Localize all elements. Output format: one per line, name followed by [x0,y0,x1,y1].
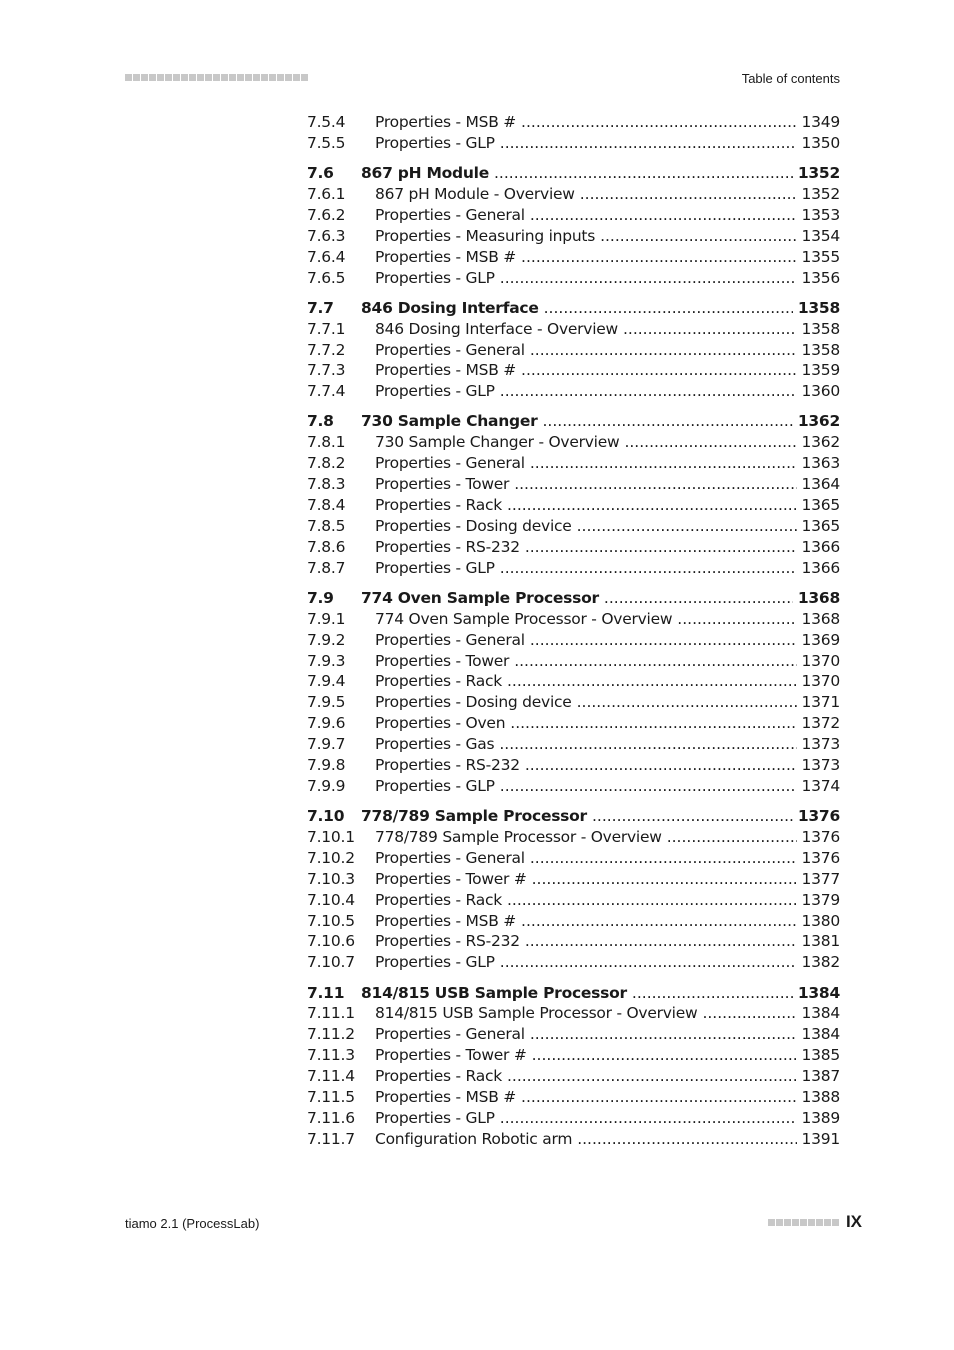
toc-dot-leader [507,890,797,911]
toc-entry[interactable] [307,495,840,516]
toc-chapter-entry[interactable] [307,411,840,432]
toc-entry[interactable] [307,911,840,932]
toc-dot-leader [521,1087,797,1108]
toc-entry[interactable] [307,755,840,776]
toc-entry-number: 7.8.3 [307,475,346,494]
toc-dot-leader [499,734,796,755]
toc-entry-title: Properties - General [375,848,525,867]
toc-entry-number: 7.6.3 [307,226,346,245]
toc-entry-number: 7.9.3 [307,651,346,670]
decor-square [229,74,236,81]
toc-entry-number: 7.7 [307,298,334,317]
toc-entry-title: Properties - RS-232 [375,537,520,556]
toc-dot-leader [500,133,797,154]
footer-page-marker [768,1212,862,1232]
toc-entry[interactable] [307,268,840,289]
toc-entry-title: 774 Oven Sample Processor [361,588,599,607]
toc-dot-leader [521,911,797,932]
toc-dot-leader [500,952,797,973]
toc-entry-title: Properties - MSB # [375,361,517,380]
toc-dot-leader [623,319,797,340]
decor-square [776,1219,783,1226]
toc-dot-leader [500,776,797,797]
toc-entry-page: 1370 [801,672,840,691]
toc-entry[interactable] [307,247,840,268]
toc-dot-leader [592,806,793,827]
toc-entry-page: 1374 [801,776,840,795]
decor-square [269,74,276,81]
decor-square [213,74,220,81]
toc-entry-number: 7.5.4 [307,113,346,131]
toc-entry-number: 7.9.8 [307,756,346,775]
toc-entry-title: 846 Dosing Interface [361,298,539,317]
toc-entry-page: 1356 [801,268,840,287]
toc-dot-leader [521,247,797,268]
toc-entry-title: 778/789 Sample Processor - Overview [375,827,662,846]
toc-dot-leader [632,983,793,1004]
decor-square [301,74,308,81]
decor-square [157,74,164,81]
toc-entry-number: 7.7.3 [307,361,346,380]
toc-entry-title: Properties - RS-232 [375,756,520,775]
toc-entry-number: 7.8.5 [307,516,346,535]
toc-entry-title: Properties - Dosing device [375,693,572,712]
toc-entry-title: Properties - Tower # [375,869,527,888]
toc-entry-number: 7.10 [307,807,345,826]
toc-entry-title: Properties - GLP [375,776,495,795]
toc-entry[interactable] [307,869,840,890]
toc-entry-page: 1372 [801,714,840,733]
toc-entry-page: 1391 [801,1129,840,1148]
toc-entry[interactable] [307,630,840,651]
toc-entry-page: 1360 [801,382,840,401]
toc-dot-leader [604,588,793,609]
toc-entry-number: 7.10.2 [307,848,355,867]
toc-entry-page: 1365 [801,496,840,515]
toc-entry[interactable] [307,609,840,630]
toc-entry-number: 7.5.5 [307,133,346,152]
toc-dot-leader [530,848,797,869]
toc-entry-page: 1362 [797,412,840,431]
toc-entry[interactable] [307,112,840,133]
decor-square [197,74,204,81]
toc-entry-title: Properties - General [375,340,525,359]
toc-entry-title: Configuration Robotic arm [375,1129,573,1148]
toc-entry-page: 1373 [801,756,840,775]
toc-entry-number: 7.8.2 [307,454,346,473]
toc-dot-leader [500,381,797,402]
decor-square [784,1219,791,1226]
toc-dot-leader [530,340,797,361]
toc-dot-leader [543,411,793,432]
toc-entry[interactable] [307,776,840,797]
toc-entry-page: 1388 [801,1087,840,1106]
table-of-contents [307,112,840,1150]
toc-entry[interactable] [307,848,840,869]
toc-entry-page: 1387 [801,1067,840,1086]
toc-entry[interactable] [307,205,840,226]
toc-entry-page: 1368 [801,609,840,628]
toc-dot-leader [530,453,797,474]
toc-entry-number: 7.11.1 [307,1004,355,1023]
toc-entry-number: 7.8 [307,412,334,431]
toc-entry-title: 778/789 Sample Processor [361,807,587,826]
toc-entry-title: Properties - Rack [375,890,502,909]
toc-entry-number: 7.8.1 [307,433,346,452]
toc-dot-leader [530,630,797,651]
running-header-title: Table of contents [741,71,840,86]
toc-entry-number: 7.10.6 [307,932,355,951]
toc-entry[interactable] [307,692,840,713]
decor-square [261,74,268,81]
toc-entry[interactable] [307,827,840,848]
toc-entry-title: Properties - GLP [375,382,495,401]
toc-entry-page: 1389 [801,1108,840,1127]
toc-dot-leader [510,713,796,734]
toc-entry-page: 1380 [801,911,840,930]
decor-square [165,74,172,81]
toc-dot-leader [500,1108,797,1129]
toc-entry-number: 7.11.4 [307,1067,355,1086]
toc-entry-title: Properties - GLP [375,268,495,287]
toc-dot-leader [525,931,797,952]
toc-entry-title: Properties - Tower # [375,1046,527,1065]
decor-square [808,1219,815,1226]
toc-entry-number: 7.9.2 [307,630,346,649]
decor-square [221,74,228,81]
toc-entry-page: 1368 [797,588,840,607]
toc-entry-page: 1370 [801,651,840,670]
toc-entry-page: 1382 [801,953,840,972]
decor-square [768,1219,775,1226]
toc-entry-title: Properties - Gas [375,735,495,754]
toc-entry-title: 774 Oven Sample Processor - Overview [375,609,673,628]
decor-square [800,1219,807,1226]
toc-entry-number: 7.9.7 [307,735,346,754]
decor-square [141,74,148,81]
toc-entry[interactable] [307,952,840,973]
footer-decoration [768,1219,839,1226]
toc-entry-page: 1358 [797,298,840,317]
toc-entry-page: 1379 [801,890,840,909]
decor-square [293,74,300,81]
toc-entry-title: Properties - GLP [375,133,495,152]
toc-entry-page: 1355 [801,247,840,266]
toc-entry-number: 7.9.1 [307,609,346,628]
toc-dot-leader [702,1003,796,1024]
toc-entry[interactable] [307,1108,840,1129]
toc-entry-page: 1365 [801,516,840,535]
decor-square [133,74,140,81]
toc-entry[interactable] [307,319,840,340]
toc-entry-number: 7.8.6 [307,537,346,556]
decor-square [205,74,212,81]
decor-square [149,74,156,81]
toc-entry-number: 7.11 [307,983,345,1002]
decor-square [792,1219,799,1226]
decor-square [816,1219,823,1226]
toc-entry-page: 1369 [801,630,840,649]
toc-entry-page: 1373 [801,735,840,754]
toc-entry-title: Properties - GLP [375,953,495,972]
decor-square [181,74,188,81]
toc-dot-leader [677,609,796,630]
toc-dot-leader [577,516,797,537]
toc-entry-number: 7.8.7 [307,558,346,577]
toc-dot-leader [507,495,797,516]
toc-entry[interactable] [307,734,840,755]
toc-entry[interactable] [307,381,840,402]
header-decoration [125,74,308,81]
toc-entry[interactable] [307,453,840,474]
toc-entry-number: 7.7.4 [307,382,346,401]
decor-square [189,74,196,81]
toc-entry[interactable] [307,1003,840,1024]
toc-dot-leader [494,163,793,184]
toc-entry-number: 7.9 [307,588,334,607]
toc-entry-page: 1371 [801,693,840,712]
decor-square [832,1219,839,1226]
toc-entry[interactable] [307,226,840,247]
toc-entry-number: 7.11.7 [307,1129,355,1148]
toc-entry-page: 1350 [801,133,840,152]
toc-entry[interactable] [307,1066,840,1087]
toc-entry-number: 7.7.1 [307,319,346,338]
toc-entry-number: 7.9.5 [307,693,346,712]
toc-entry-number: 7.9.6 [307,714,346,733]
toc-entry-title: 730 Sample Changer - Overview [375,433,620,452]
toc-dot-leader [514,474,796,495]
toc-entry-page: 1353 [801,205,840,224]
toc-dot-leader [624,432,796,453]
toc-dot-leader [521,360,797,381]
toc-dot-leader [521,112,797,133]
toc-entry-title: Properties - Measuring inputs [375,226,596,245]
toc-dot-leader [544,298,793,319]
toc-entry-title: Properties - Rack [375,1067,502,1086]
toc-entry-page: 1354 [801,226,840,245]
decor-square [253,74,260,81]
toc-entry-page: 1384 [801,1004,840,1023]
toc-entry[interactable] [307,516,840,537]
toc-entry-page: 1377 [801,869,840,888]
toc-entry-page: 1385 [801,1046,840,1065]
toc-entry[interactable] [307,340,840,361]
toc-entry-number: 7.7.2 [307,340,346,359]
toc-entry[interactable] [307,558,840,579]
toc-dot-leader [507,671,797,692]
toc-entry-number: 7.10.5 [307,911,355,930]
toc-entry-number: 7.6 [307,164,334,183]
toc-entry-page: 1359 [801,361,840,380]
toc-dot-leader [530,1024,797,1045]
toc-entry[interactable] [307,651,840,672]
decor-square [824,1219,831,1226]
toc-dot-leader [514,651,796,672]
toc-entry-title: Properties - MSB # [375,247,517,266]
decor-square [237,74,244,81]
toc-dot-leader [577,1129,796,1150]
toc-entry[interactable] [307,537,840,558]
toc-dot-leader [525,537,797,558]
toc-entry[interactable] [307,931,840,952]
toc-entry-page: 1362 [801,433,840,452]
toc-entry-page: 1363 [801,454,840,473]
toc-entry-number: 7.10.1 [307,827,355,846]
toc-entry[interactable] [307,474,840,495]
toc-entry-number: 7.10.4 [307,890,355,909]
toc-chapter-entry[interactable] [307,588,840,609]
toc-entry-title: 814/815 USB Sample Processor [361,983,627,1002]
toc-entry-title: Properties - MSB # [375,911,517,930]
toc-entry-number: 7.11.2 [307,1025,355,1044]
decor-square [285,74,292,81]
toc-entry-title: 846 Dosing Interface - Overview [375,319,618,338]
toc-dot-leader [500,268,797,289]
decor-square [245,74,252,81]
toc-entry[interactable] [307,184,840,205]
toc-entry[interactable] [307,1045,840,1066]
toc-entry-page: 1381 [801,932,840,951]
toc-entry-title: Properties - Rack [375,496,502,515]
toc-entry-number: 7.8.4 [307,496,346,515]
toc-entry-page: 1376 [797,807,840,826]
toc-dot-leader [667,827,797,848]
toc-entry-page: 1352 [801,184,840,203]
toc-entry[interactable] [307,432,840,453]
toc-entry[interactable] [307,671,840,692]
toc-entry-page: 1376 [801,827,840,846]
toc-entry-title: 730 Sample Changer [361,412,538,431]
decor-square [277,74,284,81]
toc-entry-page: 1376 [801,848,840,867]
toc-entry[interactable] [307,360,840,381]
toc-entry-title: Properties - Tower [375,475,510,494]
toc-entry-title: 867 pH Module - Overview [375,184,575,203]
toc-entry-number: 7.6.5 [307,268,346,287]
toc-chapter-entry[interactable] [307,983,840,1004]
toc-entry-title: Properties - General [375,630,525,649]
toc-entry-number: 7.10.7 [307,953,355,972]
toc-entry-title: Properties - GLP [375,558,495,577]
toc-entry-page: 1358 [801,319,840,338]
toc-entry-number: 7.6.2 [307,205,346,224]
toc-chapter-entry[interactable] [307,163,840,184]
toc-entry-number: 7.11.6 [307,1108,355,1127]
toc-entry-number: 7.6.4 [307,247,346,266]
toc-entry-title: Properties - RS-232 [375,932,520,951]
toc-entry-title: Properties - MSB # [375,1087,517,1106]
toc-entry-number: 7.11.5 [307,1087,355,1106]
toc-entry[interactable] [307,133,840,154]
toc-entry-page: 1384 [797,983,840,1002]
toc-entry-title: Properties - MSB # [375,113,517,131]
toc-entry-title: Properties - Oven [375,714,506,733]
toc-entry-page: 1352 [797,164,840,183]
toc-dot-leader [532,869,797,890]
page-number: IX [845,1212,862,1231]
toc-entry-page: 1358 [801,340,840,359]
toc-entry[interactable] [307,713,840,734]
toc-entry-title: Properties - GLP [375,1108,495,1127]
toc-entry-title: Properties - Dosing device [375,516,572,535]
toc-entry-title: Properties - Tower [375,651,510,670]
toc-entry-title: Properties - Rack [375,672,502,691]
toc-dot-leader [530,205,797,226]
toc-entry-page: 1349 [801,113,840,131]
toc-dot-leader [580,184,797,205]
toc-dot-leader [525,755,797,776]
toc-entry-number: 7.10.3 [307,869,355,888]
toc-entry-title: 867 pH Module [361,164,489,183]
toc-chapter-entry[interactable] [307,806,840,827]
toc-entry-page: 1366 [801,558,840,577]
toc-entry-page: 1384 [801,1025,840,1044]
decor-square [173,74,180,81]
toc-entry-title: Properties - General [375,205,525,224]
toc-entry-number: 7.6.1 [307,184,346,203]
toc-entry-title: 814/815 USB Sample Processor - Overview [375,1004,698,1023]
toc-entry-page: 1364 [801,475,840,494]
decor-square [125,74,132,81]
toc-entry-page: 1366 [801,537,840,556]
toc-dot-leader [532,1045,797,1066]
toc-entry-title: Properties - General [375,454,525,473]
toc-dot-leader [600,226,796,247]
toc-entry[interactable] [307,1087,840,1108]
toc-chapter-entry[interactable] [307,298,840,319]
toc-entry[interactable] [307,1129,840,1150]
toc-dot-leader [507,1066,797,1087]
footer-product-name: tiamo 2.1 (ProcessLab) [125,1216,260,1231]
toc-entry-title: Properties - General [375,1025,525,1044]
toc-entry[interactable] [307,1024,840,1045]
toc-entry-number: 7.11.3 [307,1046,355,1065]
toc-dot-leader [577,692,797,713]
toc-entry[interactable] [307,890,840,911]
toc-entry-number: 7.9.9 [307,776,346,795]
toc-entry-number: 7.9.4 [307,672,346,691]
toc-dot-leader [500,558,797,579]
